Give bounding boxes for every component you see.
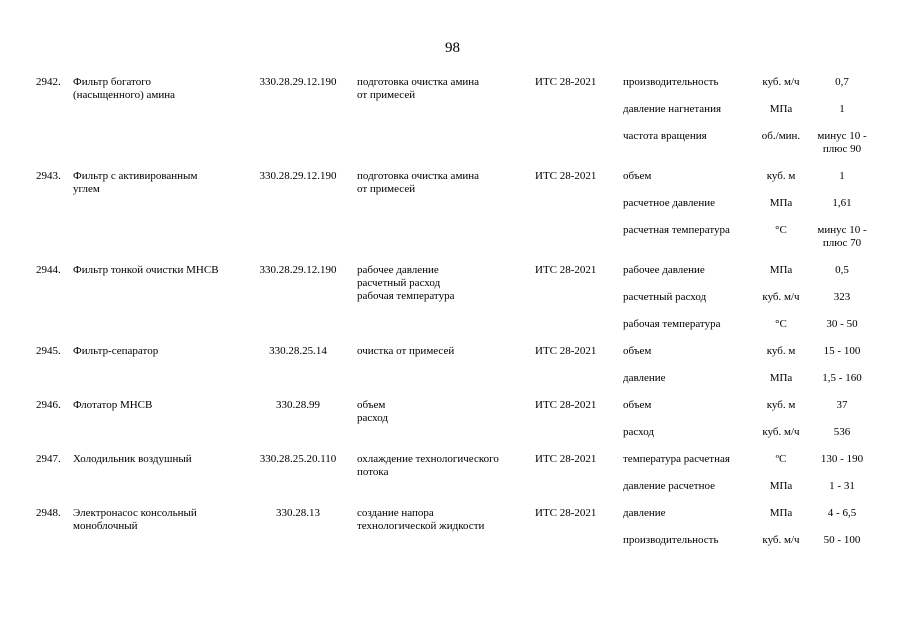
item-number: 2943. bbox=[36, 170, 61, 182]
param-name: расчетная температура bbox=[623, 224, 730, 236]
equipment-table bbox=[36, 76, 873, 547]
item-standard: ИТС 28-2021 bbox=[535, 507, 597, 519]
item-number: 2942. bbox=[36, 76, 61, 88]
param-unit: куб. м/ч bbox=[762, 291, 800, 303]
param-unit: ºC bbox=[775, 453, 787, 465]
item-code: 330.28.25.20.110 bbox=[259, 453, 337, 465]
param-unit: МПа bbox=[769, 197, 793, 209]
item-code: 330.28.25.14 bbox=[269, 345, 327, 357]
item-standard: ИТС 28-2021 bbox=[535, 399, 597, 411]
param-value: 1,5 - 160 bbox=[822, 372, 862, 384]
item-number: 2947. bbox=[36, 453, 61, 465]
table-row bbox=[36, 385, 873, 412]
param-value: 30 - 50 bbox=[826, 318, 858, 330]
param-unit: МПа bbox=[769, 480, 793, 492]
item-standard: ИТС 28-2021 bbox=[535, 76, 597, 88]
param-name: давление нагнетания bbox=[623, 103, 722, 115]
param-value: 323 bbox=[833, 291, 851, 303]
param-unit: куб. м/ч bbox=[762, 534, 800, 546]
param-value: минус 10 - плюс 90 bbox=[817, 130, 867, 155]
table-row bbox=[36, 331, 873, 358]
item-code: 330.28.29.12.190 bbox=[259, 170, 337, 182]
param-unit: куб. м/ч bbox=[762, 76, 800, 88]
param-name: производительность bbox=[623, 76, 719, 88]
item-description: очистка от примесей bbox=[357, 345, 455, 357]
param-unit: МПа bbox=[769, 103, 793, 115]
param-name: объем bbox=[623, 399, 652, 411]
param-value: 1,61 bbox=[832, 197, 852, 209]
item-standard: ИТС 28-2021 bbox=[535, 453, 597, 465]
item-description: подготовка очистка амина от примесей bbox=[357, 76, 480, 101]
item-name: Фильтр тонкой очистки МНСВ bbox=[73, 264, 219, 276]
param-value: 15 - 100 bbox=[823, 345, 861, 357]
param-value: 0,7 bbox=[835, 76, 849, 88]
item-name: Электронасос консольный моноблочный bbox=[73, 507, 197, 532]
param-unit: °C bbox=[775, 318, 787, 330]
param-value: 0,5 bbox=[835, 264, 849, 276]
item-name: Холодильник воздушный bbox=[73, 453, 192, 465]
param-unit: куб. м bbox=[766, 170, 796, 182]
param-name: давление bbox=[623, 507, 666, 519]
param-value: 1 bbox=[839, 103, 845, 115]
item-code: 330.28.99 bbox=[276, 399, 320, 411]
param-unit: куб. м bbox=[766, 345, 796, 357]
param-value: 50 - 100 bbox=[823, 534, 861, 546]
item-number: 2945. bbox=[36, 345, 61, 357]
param-value: 536 bbox=[833, 426, 851, 438]
param-value: 1 bbox=[839, 170, 845, 182]
param-name: объем bbox=[623, 345, 652, 357]
item-standard: ИТС 28-2021 bbox=[535, 264, 597, 276]
table-row bbox=[36, 76, 873, 89]
param-name: давление расчетное bbox=[623, 480, 715, 492]
param-unit: °C bbox=[775, 224, 787, 236]
item-description: создание напора технологической жидкости bbox=[357, 507, 485, 532]
item-code: 330.28.13 bbox=[276, 507, 320, 519]
item-description: рабочее давление расчетный расход рабочая температура bbox=[357, 264, 455, 302]
item-number: 2944. bbox=[36, 264, 61, 276]
item-name: Флотатор МНСВ bbox=[73, 399, 153, 411]
item-description: охлаждение технологического потока bbox=[357, 453, 499, 478]
param-value: 130 - 190 bbox=[820, 453, 864, 465]
table-row bbox=[36, 250, 873, 277]
param-name: частота вращения bbox=[623, 130, 707, 142]
table-body bbox=[36, 76, 873, 547]
item-description: объем расход bbox=[357, 399, 388, 424]
table-row bbox=[36, 439, 873, 466]
param-value: 4 - 6,5 bbox=[827, 507, 857, 519]
item-standard: ИТС 28-2021 bbox=[535, 170, 597, 182]
param-unit: МПа bbox=[769, 507, 793, 519]
param-name: температура расчетная bbox=[623, 453, 730, 465]
item-number: 2948. bbox=[36, 507, 61, 519]
page-number: 98 bbox=[445, 40, 460, 56]
item-code: 330.28.29.12.190 bbox=[259, 264, 337, 276]
param-name: расход bbox=[623, 426, 654, 438]
param-name: рабочая температура bbox=[623, 318, 721, 330]
param-unit: об./мин. bbox=[761, 130, 801, 142]
param-unit: МПа bbox=[769, 264, 793, 276]
table-row bbox=[36, 493, 873, 520]
item-number: 2946. bbox=[36, 399, 61, 411]
param-name: давление bbox=[623, 372, 666, 384]
item-name: Фильтр с активированным углем bbox=[73, 170, 198, 195]
param-name: производительность bbox=[623, 534, 719, 546]
item-name: Фильтр богатого (насыщенного) амина bbox=[73, 76, 175, 101]
param-name: расчетное давление bbox=[623, 197, 715, 209]
param-name: рабочее давление bbox=[623, 264, 705, 276]
param-name: объем bbox=[623, 170, 652, 182]
param-value: минус 10 - плюс 70 bbox=[817, 224, 867, 249]
item-standard: ИТС 28-2021 bbox=[535, 345, 597, 357]
param-unit: куб. м/ч bbox=[762, 426, 800, 438]
item-code: 330.28.29.12.190 bbox=[259, 76, 337, 88]
param-name: расчетный расход bbox=[623, 291, 707, 303]
param-unit: куб. м bbox=[766, 399, 796, 411]
param-unit: МПа bbox=[769, 372, 793, 384]
item-description: подготовка очистка амина от примесей bbox=[357, 170, 480, 195]
item-name: Фильтр-сепаратор bbox=[73, 345, 159, 357]
param-value: 1 - 31 bbox=[829, 480, 855, 492]
table-row bbox=[36, 156, 873, 183]
param-value: 37 bbox=[836, 399, 848, 411]
